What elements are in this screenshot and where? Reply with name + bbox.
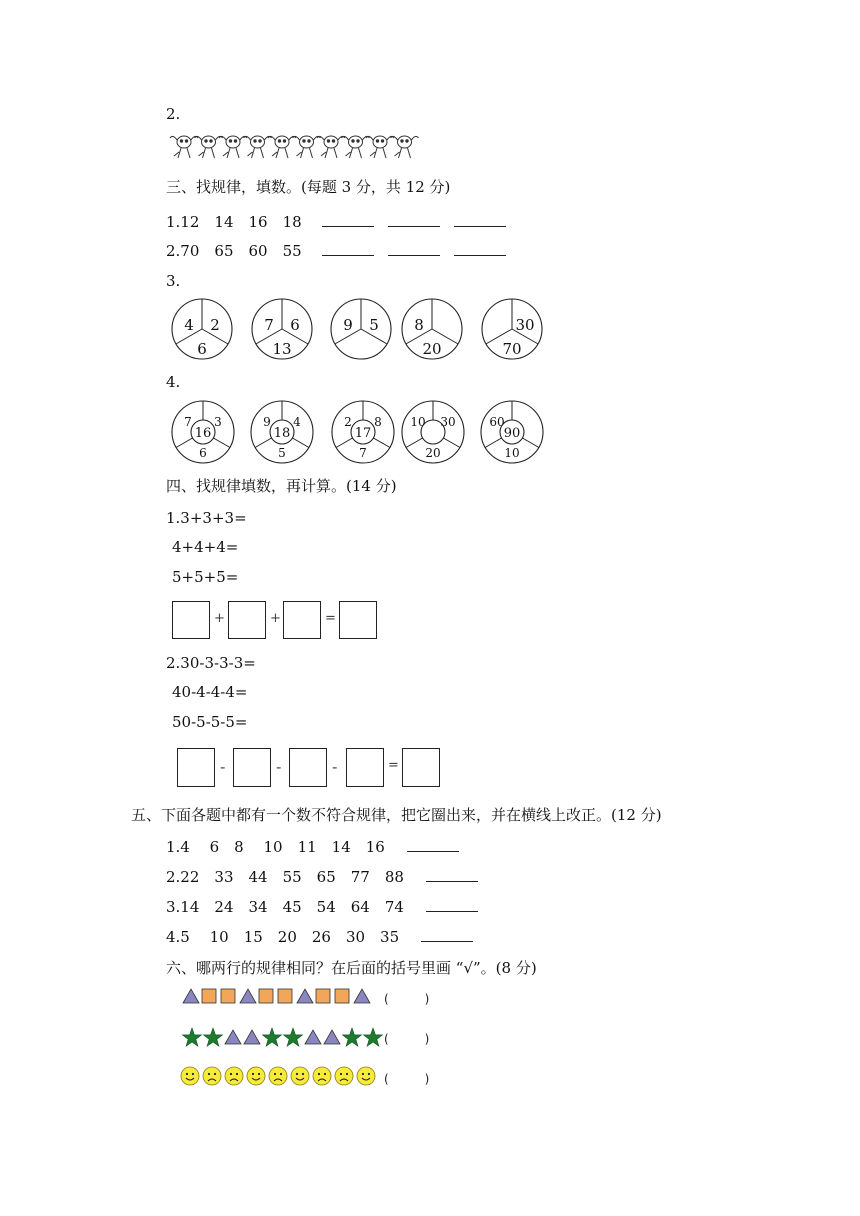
q2-number: 2. [166, 105, 181, 123]
square-icon [221, 989, 235, 1003]
answer-box[interactable] [233, 748, 271, 787]
three-part-circle [482, 299, 542, 359]
triangle-icon [225, 1030, 241, 1044]
circle-number: 10 [504, 446, 520, 460]
circle-number: 60 [489, 415, 505, 429]
star-icon [343, 1028, 362, 1046]
section3-title: 三、找规律，填数。(每题 3 分，共 12 分) [166, 178, 451, 196]
circle-number: 16 [194, 426, 212, 441]
answer-paren[interactable]: ( ) [384, 1032, 430, 1046]
smiley-face-icon [181, 1067, 199, 1085]
triangle-icon [297, 989, 313, 1003]
section4-q2-line3: 50-5-5-5= [172, 713, 248, 731]
shape-row-1 [182, 986, 382, 1006]
section5-row: 2.22 33 44 55 65 77 88 [166, 867, 478, 887]
minus-sign: - [220, 758, 226, 776]
circle-number: 9 [343, 316, 353, 334]
answer-box[interactable] [402, 748, 440, 787]
three-part-circle [252, 299, 312, 359]
triangle-icon [240, 989, 256, 1003]
answer-paren[interactable]: ( ) [384, 992, 430, 1006]
smiley-face-icon [357, 1067, 375, 1085]
star-icon [263, 1028, 282, 1046]
circle-number: 5 [369, 316, 379, 334]
circle-number: 8 [374, 415, 382, 429]
ring-circle [481, 401, 543, 463]
section6-title: 六、哪两行的规律相同？在后面的括号里画 “√”。(8 分) [166, 959, 537, 977]
triangle-icon [244, 1030, 260, 1044]
circle-number: 13 [272, 340, 292, 358]
circle-number: 6 [197, 340, 207, 358]
frown-face-icon [269, 1067, 287, 1085]
section5-row: 1.4 6 8 10 11 14 16 [166, 837, 459, 857]
circle-number: 18 [273, 426, 291, 441]
plus-sign: + [214, 611, 225, 626]
triangle-icon [183, 989, 199, 1003]
plus-sign: + [270, 611, 281, 626]
ring-circle [172, 401, 234, 463]
section4-q2-line2: 40-4-4-4= [172, 683, 248, 701]
circle-number: 6 [199, 446, 207, 460]
star-icon [183, 1028, 202, 1046]
section4-q1-line3: 5+5+5= [172, 568, 239, 586]
monkey-icon [170, 136, 198, 158]
monkey-icon [244, 136, 272, 158]
section5-title: 五、下面各题中都有一个数不符合规律，把它圈出来，并在横线上改正。(12 分) [131, 806, 662, 824]
section4-q2-line1: 2.30-3-3-3= [166, 654, 256, 672]
section4-q1-line2: 4+4+4= [172, 538, 239, 556]
star-icon [364, 1028, 383, 1046]
circle-number: 7 [264, 316, 274, 334]
answer-box[interactable] [283, 601, 321, 639]
circle-number: 17 [354, 426, 372, 441]
frown-face-icon [313, 1067, 331, 1085]
triangle-icon [324, 1030, 340, 1044]
circle-number: 3 [214, 415, 222, 429]
answer-box[interactable] [289, 748, 327, 787]
circle-number: 2 [210, 316, 220, 334]
monkey-row-image [172, 128, 424, 164]
shape-row-3 [180, 1065, 382, 1087]
square-icon [335, 989, 349, 1003]
circle-number: 7 [184, 415, 192, 429]
circle-number: 9 [263, 415, 271, 429]
monkey-icon [293, 136, 321, 158]
answer-paren[interactable]: ( ) [384, 1072, 430, 1086]
answer-box[interactable] [172, 601, 210, 639]
section5-row: 4.5 10 15 20 26 30 35 [166, 927, 473, 947]
ring-circle [402, 401, 464, 463]
section3-q4-label: 4. [166, 373, 181, 391]
section5-row: 3.14 24 34 45 54 64 74 [166, 897, 478, 917]
circle-number: 8 [414, 316, 424, 334]
answer-box[interactable] [177, 748, 215, 787]
square-icon [278, 989, 292, 1003]
q4-circle-diagrams [170, 400, 550, 466]
section3-q1: 1.12 14 16 18 [166, 212, 506, 232]
circle-number: 2 [344, 415, 352, 429]
monkey-icon [342, 136, 370, 158]
circle-number: 5 [278, 446, 286, 460]
triangle-icon [305, 1030, 321, 1044]
answer-box[interactable] [346, 748, 384, 787]
circle-number: 7 [359, 446, 367, 460]
section3-q3-label: 3. [166, 272, 181, 290]
monkey-icon [195, 136, 223, 158]
frown-face-icon [335, 1067, 353, 1085]
circle-number: 20 [422, 340, 442, 358]
q3-circle-diagrams [170, 296, 535, 366]
shape-row-2 [182, 1026, 382, 1048]
frown-face-icon [203, 1067, 221, 1085]
circle-number: 90 [503, 426, 521, 441]
star-icon [284, 1028, 303, 1046]
circle-number: 4 [184, 316, 194, 334]
ring-circle [251, 401, 313, 463]
three-part-circle [172, 299, 232, 359]
equals-sign: = [325, 611, 336, 626]
circle-number: 4 [293, 415, 301, 429]
equals-sign: = [388, 758, 399, 773]
ring-circle [332, 401, 394, 463]
monkey-icon [317, 136, 345, 158]
monkey-icon [268, 136, 296, 158]
monkey-icon [366, 136, 394, 158]
answer-box[interactable] [339, 601, 377, 639]
circle-number: 70 [502, 340, 522, 358]
smiley-face-icon [247, 1067, 265, 1085]
circle-number: 6 [290, 316, 300, 334]
answer-box[interactable] [228, 601, 266, 639]
circle-number: 10 [410, 415, 426, 429]
triangle-icon [354, 989, 370, 1003]
square-icon [316, 989, 330, 1003]
section3-q2: 2.70 65 60 55 [166, 241, 506, 261]
monkey-icon [219, 136, 247, 158]
minus-sign: - [332, 758, 338, 776]
section4-q1-line1: 1.3+3+3= [166, 509, 247, 527]
three-part-circle [331, 299, 391, 359]
circle-number: 20 [425, 446, 441, 460]
smiley-face-icon [291, 1067, 309, 1085]
star-icon [204, 1028, 223, 1046]
monkey-icon [391, 136, 419, 158]
section4-title: 四、找规律填数，再计算。(14 分) [166, 477, 397, 495]
square-icon [202, 989, 216, 1003]
minus-sign: - [276, 758, 282, 776]
circle-number: 30 [440, 415, 456, 429]
three-part-circle [402, 299, 462, 359]
frown-face-icon [225, 1067, 243, 1085]
square-icon [259, 989, 273, 1003]
circle-number: 30 [515, 316, 535, 334]
